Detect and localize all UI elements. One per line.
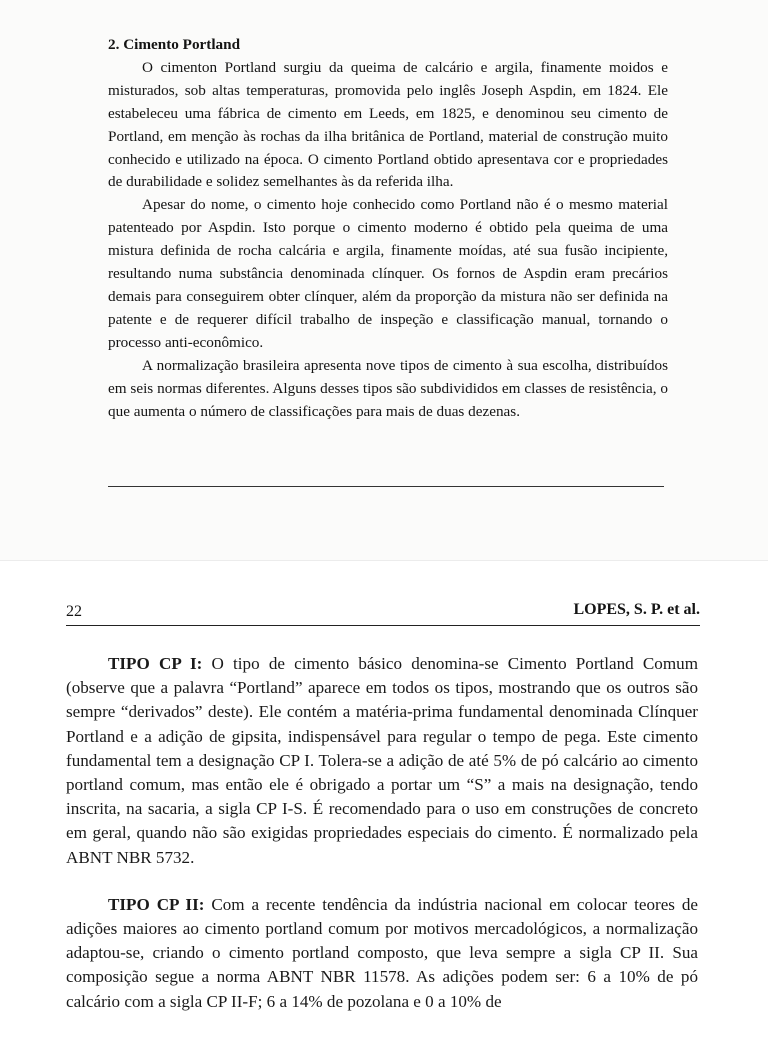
header-divider [66, 625, 700, 626]
page-separator [0, 560, 768, 561]
section-cimento-portland [108, 34, 668, 423]
page-number: 22 [66, 603, 82, 620]
paragraph: O cimenton Portland surgiu da queima de calcário e argila, finamente moidos e misturados, sob altas temperaturas, promovida pelo inglês Joseph Aspdin, em 1824. Ele estabeleceu uma fábrica de cimento em Leeds, em 1825, e denominou seu cimento de Portland, em menção às rochas da ilha britânica de Portland, material de construção muito conhecido e utilizado na época. O cimento Portland obtido apresentava cor e propriedades de durabilidade e solidez semelhantes às da referida ilha. [108, 58, 668, 191]
paragraph-cp-i [66, 652, 698, 870]
paragraph: Apesar do nome, o cimento hoje conhecido como Portland não é o mesmo material patenteado por Aspdin. Isto porque o cimento moderno é obtido pela queima de uma mistura definida de rocha calcária e argila, finamente moídas, até sua fusão incipiente, resultando numa substância denominada clínquer. Os fornos de Aspdin eram precários demais para conseguirem obter clínquer, além da proporção da mistura não ser definida na patente e de requerer difícil trabalho de inspeção e classificação manual, tornando o processo anti-econômico. [108, 196, 668, 351]
running-header [66, 601, 700, 625]
term-label: TIPO CP II: [108, 894, 205, 914]
term-description: O tipo de cimento básico denomina-se Cimento Portland Comum (observe que a palavra “Portland” aparece em todos os tipos, mostrando que os outros são sempre “derivados” deste). Ele contém a matéria-prima fundamental denominada Clínquer Portland e a adição de gipsita, indispensável para regular o tempo de pega. Este cimento fundamental tem a designação CP I. Tolera-se a adição de até 5% de pó calcário ao cimento portland comum, mas então ele é obrigado a portar um “S” a mais na designação, tendo inscrita, na sacaria, a sigla CP I-S. É recomendado para o uso em construções de concreto em geral, quando não são exigidas propriedades especiais do cimento. É normalizado pela ABNT NBR 5732. [66, 654, 698, 867]
section-heading: 2. Cimento Portland [108, 36, 241, 53]
cement-types-text [66, 652, 698, 1037]
paragraph: A normalização brasileira apresenta nove tipos de cimento à sua escolha, distribuídos em seis normas diferentes. Alguns desses tipos são subdivididos em classes de resistência, o que aumenta o número de classificações para mais de duas dezenas. [108, 356, 668, 420]
author-header: LOPES, S. P. et al. [573, 601, 700, 618]
term-label: TIPO CP I: [108, 654, 203, 673]
footnote-divider [108, 486, 664, 487]
paragraph-cp-ii [66, 893, 698, 1014]
term-description: Com a recente tendência da indústria nacional em colocar teores de adições maiores ao cimento portland comum por motivos mercadológicos, a normalização adaptou-se, criando o cimento portland composto, que leva sempre a sigla CP II. Sua composição segue a norma ABNT NBR 11578. As adições podem ser: 6 a 10% de pó calcário com a sigla CP II-F; 6 a 14% de pozolana e 0 a 10% de [66, 894, 698, 1011]
